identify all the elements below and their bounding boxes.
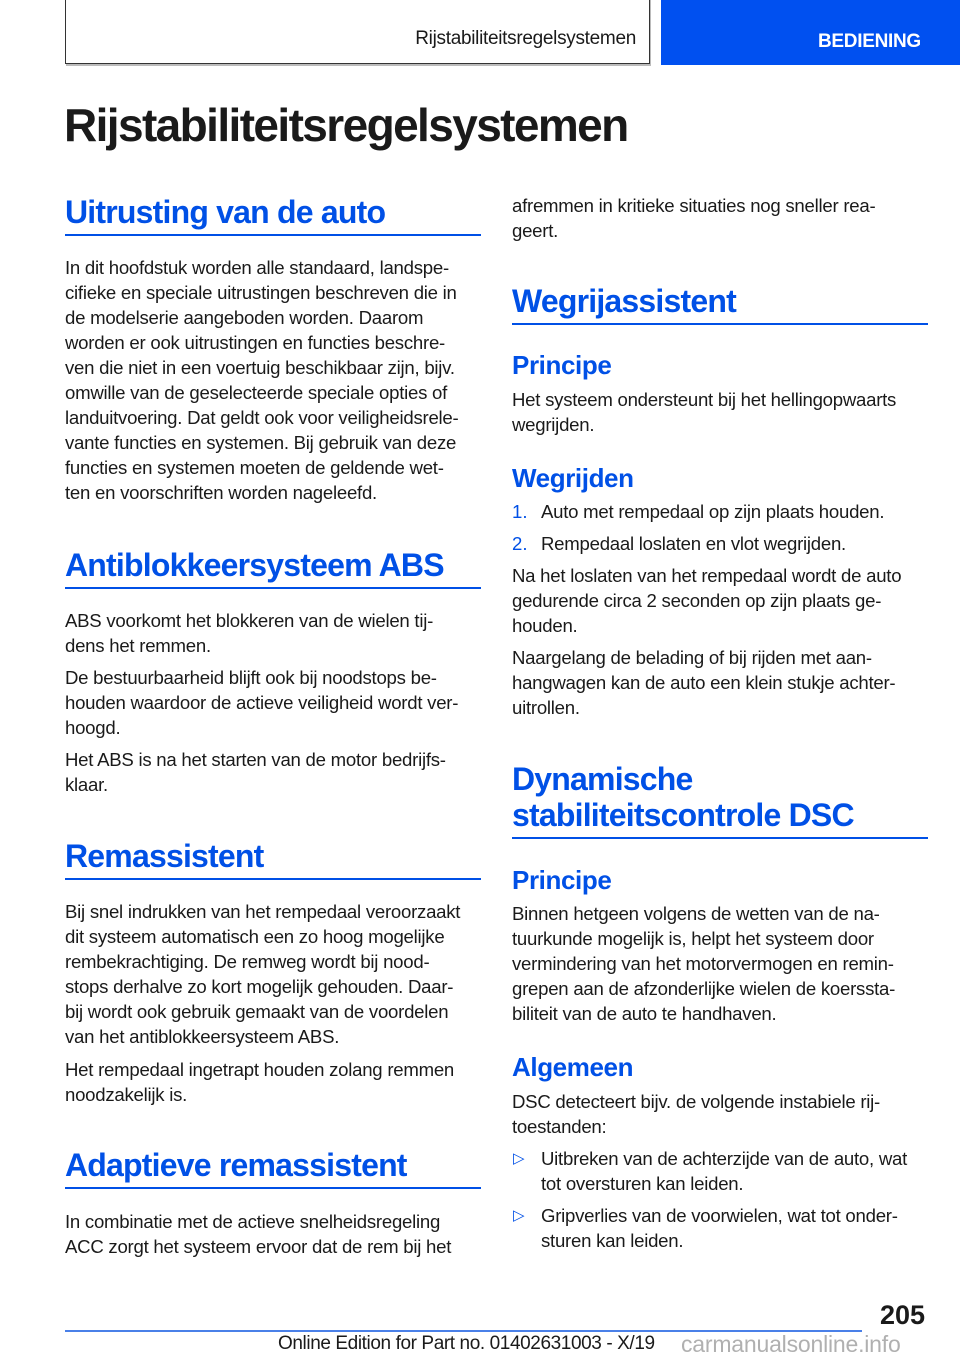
chapter-tab-label: BEDIENING bbox=[818, 31, 921, 52]
paragraph: Na het loslaten van het rempedaal wordt de auto gedurende circa 2 seconden op zijn plaats ge- houden. bbox=[512, 565, 902, 636]
paragraph: ABS voorkomt het blokkeren van de wielen tij- dens het remmen. bbox=[65, 610, 434, 656]
paragraph: Bij snel indrukken van het rempedaal veroorzaakt dit systeem automatisch een zo hoog mogelijke rembekrachtiging. De remweg wordt bij nood- stops derhalve zo kort mogelijk gehouden. Daar- bij wordt ook gebruik gemaakt van de voordelen van het antiblokkeersysteem ABS. bbox=[65, 901, 461, 1047]
heading-rule bbox=[65, 587, 481, 589]
triangle-bullet-icon: ▷ bbox=[513, 1150, 525, 1167]
heading-rule bbox=[65, 878, 481, 880]
step-text: Auto met rempedaal op zijn plaats houden. bbox=[541, 501, 885, 522]
paragraph: Het systeem ondersteunt bij het hellingopwaarts wegrijden. bbox=[512, 389, 897, 435]
header-chapter-tab bbox=[661, 0, 960, 65]
paragraph: afremmen in kritieke situaties nog sneller rea- geert. bbox=[512, 195, 876, 241]
subheading-principe: Principe bbox=[512, 865, 612, 895]
paragraph: In dit hoofdstuk worden alle standaard, landspe- cifieke en speciale uitrustingen beschreven die in de modelserie aangeboden worden. Daarom worden er ook uitrustingen en functies beschre- ven die niet in een voertuig beschikbaar zijn, bijv. omwille van de geselecteerde speciale opties of landuitvoering. Dat geldt ook voor veiligheidsrele- vante functies en systemen. Bij gebruik van deze functies en systemen moeten de geldende wet- ten en voorschriften worden nageleefd. bbox=[65, 257, 459, 503]
heading-rule bbox=[65, 234, 481, 236]
watermark: carmanualsonline.info bbox=[681, 1331, 901, 1357]
paragraph: Het ABS is na het starten van de motor bedrijfs- klaar. bbox=[65, 749, 446, 795]
heading-rule bbox=[512, 323, 928, 325]
paragraph: In combinatie met de actieve snelheidsregeling ACC zorgt het systeem ervoor dat de rem bij het bbox=[65, 1211, 452, 1257]
footer-edition: Online Edition for Part no. 01402631003 - X/19 bbox=[278, 1333, 655, 1354]
paragraph: DSC detecteert bijv. de volgende instabiele rij- toestanden: bbox=[512, 1091, 880, 1137]
page-number: 205 bbox=[880, 1300, 926, 1330]
heading-uitrusting: Uitrusting van de auto bbox=[65, 194, 386, 230]
bullet-text: Gripverlies van de voorwielen, wat tot onder- sturen kan leiden. bbox=[541, 1205, 898, 1251]
heading-remassistent: Remassistent bbox=[65, 838, 264, 874]
subheading-algemeen: Algemeen bbox=[512, 1052, 634, 1082]
paragraph: Het rempedaal ingetrapt houden zolang remmen noodzakelijk is. bbox=[65, 1059, 455, 1105]
paragraph: De bestuurbaarheid blijft ook bij noodstops be- houden waardoor de actieve veiligheid wordt ver- hoogd. bbox=[65, 667, 459, 738]
heading-dsc-line1: Dynamische bbox=[512, 761, 693, 797]
paragraph: Binnen hetgeen volgens de wetten van de na- tuurkunde mogelijk is, helpt het systeem door vermindering van het motorvermogen en remin- grepen aan de afzonderlijke wielen de koerssta- biliteit van de auto te handhaven. bbox=[512, 903, 896, 1024]
subheading-principe: Principe bbox=[512, 350, 612, 380]
heading-rule bbox=[512, 837, 928, 839]
heading-rule bbox=[65, 1187, 481, 1189]
header-section-title: Rijstabiliteitsregelsystemen bbox=[415, 28, 636, 49]
heading-abs: Antiblokkeersysteem ABS bbox=[65, 547, 444, 583]
step-number: 2. bbox=[512, 533, 528, 554]
page-title: Rijstabiliteitsregelsystemen bbox=[64, 99, 628, 151]
heading-wegrijassistent: Wegrijassistent bbox=[512, 283, 736, 319]
paragraph: Naargelang de belading of bij rijden met aan- hangwagen kan de auto een klein stukje achter- uitrollen. bbox=[512, 647, 896, 718]
step-number: 1. bbox=[512, 501, 528, 522]
triangle-bullet-icon: ▷ bbox=[513, 1207, 525, 1224]
subheading-wegrijden: Wegrijden bbox=[512, 463, 634, 493]
bullet-text: Uitbreken van de achterzijde van de auto, wat tot oversturen kan leiden. bbox=[541, 1148, 908, 1194]
heading-adaptieve-remassistent: Adaptieve remassistent bbox=[65, 1147, 407, 1183]
header-section-box bbox=[65, 0, 650, 64]
step-text: Rempedaal loslaten en vlot wegrijden. bbox=[541, 533, 846, 554]
heading-dsc-line2: stabiliteitscontrole DSC bbox=[512, 797, 854, 833]
